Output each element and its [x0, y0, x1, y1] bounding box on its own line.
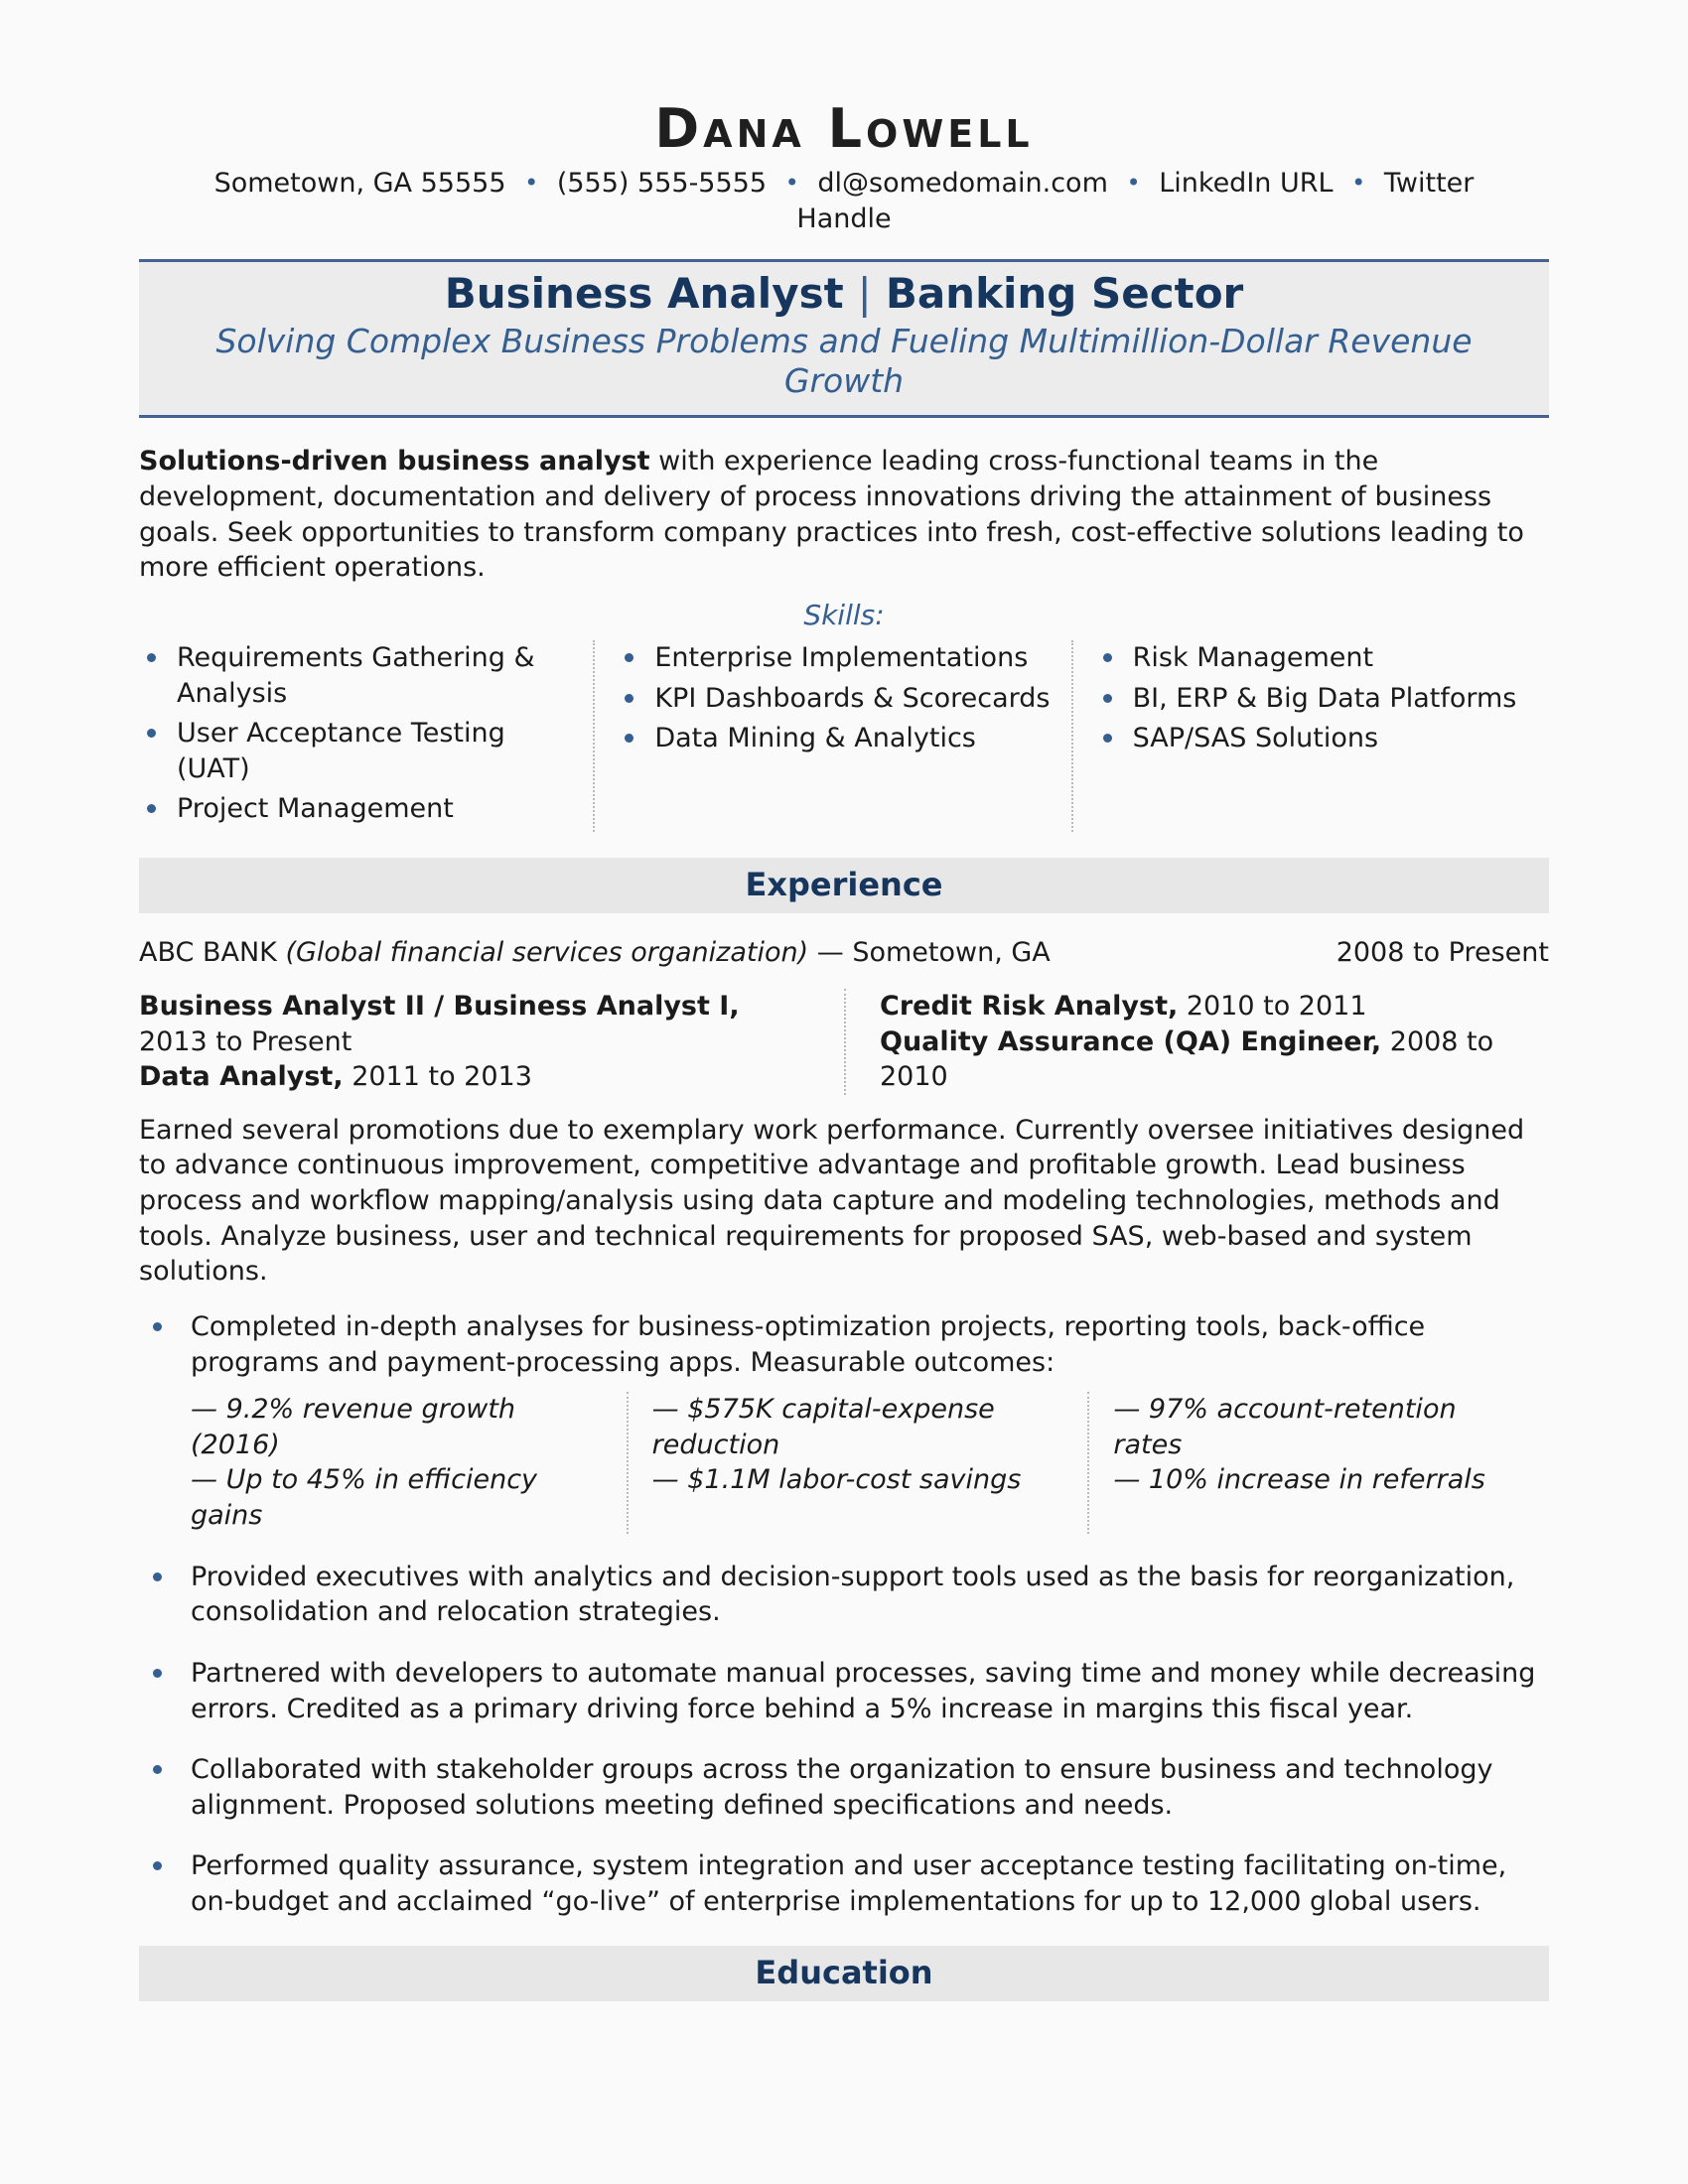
role-entry: [880, 1024, 1549, 1095]
company-description: (Global financial services organization): [285, 937, 809, 969]
bullet-dot-icon: [153, 1861, 162, 1870]
title-banner: [139, 259, 1549, 419]
skill-item: [139, 716, 579, 786]
roles-column-left: [139, 989, 844, 1095]
skill-label: Enterprise Implementations: [654, 641, 1029, 673]
role-entry: [139, 989, 800, 1059]
section-header-education: Education: [139, 1946, 1549, 2001]
roles-column-right: [844, 989, 1549, 1095]
bullet-text: Collaborated with stakeholder groups across the organization to ensure business and technology alignment. Proposed solutions meeting defined specifications and needs.: [191, 1754, 1493, 1821]
skill-item: [617, 681, 1056, 717]
bullet-dot-icon: [625, 653, 633, 662]
summary-paragraph: [139, 444, 1549, 586]
company-location: — Sometown, GA: [816, 937, 1051, 969]
role-dates: 2010 to 2011: [1186, 990, 1367, 1022]
contact-email: dl@somedomain.com: [817, 168, 1108, 200]
bullet-dot-icon: [147, 729, 156, 738]
experience-bullet: [139, 1309, 1549, 1534]
experience-bullet: [139, 1656, 1549, 1726]
experience-bullet: [139, 1560, 1549, 1630]
job-title: [163, 270, 1525, 318]
title-divider: |: [857, 268, 872, 318]
bullet-dot-icon: [1103, 694, 1112, 703]
outcome-item: — $575K capital-expense reduction: [651, 1394, 995, 1460]
outcome-item: — Up to 45% in efficiency gains: [191, 1464, 538, 1531]
contact-linkedin: LinkedIn URL: [1159, 168, 1334, 200]
bullet-dot-icon: [147, 653, 156, 662]
skill-label: Risk Management: [1132, 641, 1374, 673]
bullet-dot-icon: [153, 1322, 162, 1331]
bullet-separator-icon: •: [1351, 169, 1366, 198]
outcome-item: — $1.1M labor-cost savings: [651, 1464, 1022, 1496]
contact-twitter: Twitter Handle: [796, 168, 1475, 235]
role-title: Credit Risk Analyst,: [880, 990, 1179, 1022]
skills-column-2: [593, 640, 1070, 832]
company-name: ABC BANK: [139, 937, 277, 969]
outcomes-column-2: [627, 1392, 1088, 1534]
role-title: Quality Assurance (QA) Engineer,: [880, 1025, 1382, 1057]
experience-bullets: [139, 1309, 1549, 1920]
bullet-dot-icon: [147, 804, 156, 813]
outcomes-column-3: [1087, 1392, 1549, 1534]
role-title: Data Analyst,: [139, 1061, 344, 1093]
bullet-separator-icon: •: [1126, 169, 1141, 198]
resume-name: Dana Lowell: [654, 97, 1034, 160]
skill-item: [617, 721, 1056, 756]
company-info: [139, 935, 1126, 971]
outcome-item: — 10% increase in referrals: [1113, 1464, 1485, 1496]
roles-grid: [139, 989, 1549, 1095]
skill-label: KPI Dashboards & Scorecards: [654, 682, 1051, 714]
company-dates: 2008 to Present: [1336, 937, 1549, 969]
summary-rest: with experience leading cross-functional teams in the development, documentation and delivery of process innovations driving the attainment of business goals. Seek opportunities to transform company practices into fresh, cost-effective solutions leading to more efficient operations.: [139, 446, 1524, 584]
bullet-dot-icon: [153, 1765, 162, 1774]
role-title: Business Analyst II / Business Analyst I,: [139, 990, 740, 1022]
bullet-dot-icon: [1103, 653, 1112, 662]
skill-label: User Acceptance Testing (UAT): [177, 718, 505, 784]
contact-location: Sometown, GA 55555: [213, 168, 506, 200]
job-title-right: Banking Sector: [885, 268, 1244, 318]
skill-label: BI, ERP & Big Data Platforms: [1132, 682, 1517, 714]
bullet-dot-icon: [625, 734, 633, 743]
contact-line: [184, 166, 1504, 236]
bullet-separator-icon: •: [524, 169, 539, 198]
role-overview: Earned several promotions due to exemplary work performance. Currently oversee initiatives designed to advance continuous improvement, competitive advantage and profitable growth. Lead business process and workflow mapping/analysis using data capture and modeling technologies, methods and tools. Analyze business, user and technical requirements for proposed SAS, web-based and system solutions.: [139, 1114, 1525, 1288]
skill-label: SAP/SAS Solutions: [1132, 723, 1379, 754]
skill-item: [139, 791, 579, 827]
bullet-dot-icon: [153, 1669, 162, 1678]
skills-label: Skills:: [803, 598, 885, 631]
skill-label: Project Management: [177, 793, 454, 825]
section-header-experience: Experience: [139, 858, 1549, 913]
contact-phone: (555) 555-5555: [556, 168, 768, 200]
bullet-text: Performed quality assurance, system integration and user acceptance testing facilitating on-time, on-budget and acclaimed “go-live” of enterprise implementations for up to 12,000 global users.: [191, 1850, 1507, 1917]
skill-item: [617, 640, 1056, 676]
outcome-item: — 9.2% revenue growth (2016): [191, 1394, 516, 1460]
role-entry: [880, 989, 1549, 1024]
tagline: Solving Complex Business Problems and Fueling Multimillion-Dollar Revenue Growth: [215, 321, 1473, 401]
bullet-dot-icon: [625, 694, 633, 703]
skills-column-3: [1071, 640, 1549, 832]
skills-column-1: [139, 640, 593, 832]
skill-item: [1095, 721, 1535, 756]
job-title-left: Business Analyst: [444, 268, 844, 318]
role-dates: 2008 to 2010: [880, 1025, 1494, 1093]
company-row: [139, 935, 1549, 971]
bullet-separator-icon: •: [784, 169, 799, 198]
skill-label: Requirements Gathering & Analysis: [177, 641, 535, 709]
skill-item: [139, 640, 579, 711]
skill-label: Data Mining & Analytics: [654, 723, 976, 754]
bullet-text: Partnered with developers to automate manual processes, saving time and money while decreasing errors. Credited as a primary driving force behind a 5% increase in margins this fiscal year.: [191, 1657, 1536, 1724]
skills-grid: [139, 640, 1549, 832]
experience-bullet: [139, 1848, 1549, 1919]
summary-lead: Solutions-driven business analyst: [139, 446, 650, 478]
outcomes-grid: [191, 1392, 1549, 1534]
skill-item: [1095, 640, 1535, 676]
role-dates: 2011 to 2013: [352, 1061, 532, 1093]
outcomes-column-1: [191, 1392, 627, 1534]
bullet-dot-icon: [153, 1572, 162, 1581]
bullet-dot-icon: [1103, 734, 1112, 743]
role-entry: [139, 1059, 800, 1095]
role-dates: 2013 to Present: [139, 1025, 352, 1057]
skill-item: [1095, 681, 1535, 717]
bullet-text: Completed in-depth analyses for business-optimization projects, reporting tools, back-office programs and payment-processing apps. Measurable outcomes:: [191, 1310, 1426, 1378]
experience-bullet: [139, 1752, 1549, 1823]
bullet-text: Provided executives with analytics and decision-support tools used as the basis for reorganization, consolidation and relocation strategies.: [191, 1561, 1515, 1628]
outcome-item: — 97% account-retention rates: [1113, 1394, 1457, 1460]
